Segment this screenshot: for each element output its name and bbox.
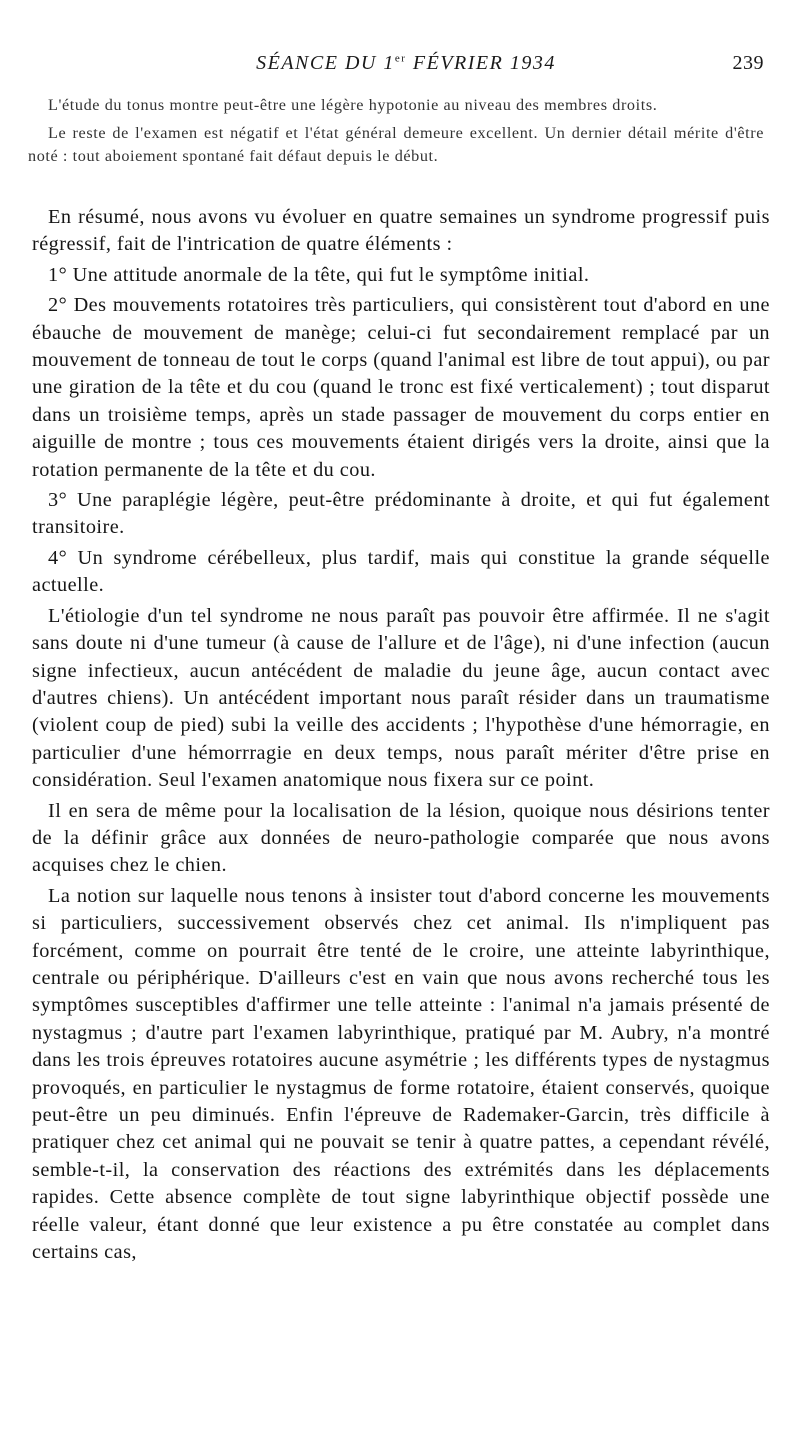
- body-paragraph: La notion sur laquelle nous tenons à insister tout d'abord concerne les mouvements si particuliers, successivement observés chez cet animal. Ils n'impliquent pas forcément, comme on pourrait être tenté de le croire, une atteinte labyrinthique, centrale ou périphérique. D'ailleurs c'est en vain que nous avons recherché tous les symptômes susceptibles d'affirmer une telle atteinte : l'animal n'a jamais présenté de nystagmus ; d'autre part l'examen labyrinthique, pratiqué par M. Aubry, n'a montré dans les trois épreuves rotatoires aucune asymétrie ; les différents types de nystagmus provoqués, en particulier le nystagmus de forme rotatoire, étaient conservés, quoique peut-être un peu diminués. Enfin l'épreuve de Rademaker-Garcin, très difficile à pratiquer chez cet animal qui ne pouvait se tenir à quatre pattes, a cependant révélé, semble-t-il, la conservation des réactions des extrémités dans les déplacements rapides. Cette absence complète de tout signe labyrinthique objectif possède une réelle valeur, étant donné que leur existence a pu être constatée au complet dans certains cas,: [32, 884, 770, 1264]
- list-item: 1° Une attitude anormale de la tête, qui fut le symptôme initial.: [48, 263, 590, 286]
- summary-paragraph: En résumé, nous avons vu évoluer en quatre semaines un syndrome progressif puis régressif, fait de l'intrication de quatre éléments :: [32, 206, 770, 256]
- running-title: [48, 52, 764, 75]
- body-paragraph: L'étiologie d'un tel syndrome ne nous paraît pas pouvoir être affirmée. Il ne s'agit sans doute ni d'une tumeur (à cause de l'allure et de l'âge), ni d'une infection (aucun signe infectieux, aucun antécédent de maladie du jeune âge, aucun contact avec d'autres chiens). Un antécédent important nous paraît résider dans un traumatisme (violent coup de pied) subi la veille des accidents ; l'hypothèse d'une hémorragie, en particulier d'une hémorrragie en deux temps, nous paraît mériter d'être prise en considération. Seul l'examen anatomique nous fixera sur ce point.: [32, 604, 770, 792]
- body-paragraph: Il en sera de même pour la localisation de la lésion, quoique nous désirions tenter de la définir grâce aux données de neuro-pathologie comparée que nous avons acquises chez le chien.: [32, 799, 770, 877]
- running-header: [48, 52, 764, 82]
- note-paragraph: Le reste de l'examen est négatif et l'état général demeure excellent. Un dernier détail mérite d'être noté : tout aboiement spontané fait défaut depuis le début.: [28, 123, 764, 165]
- clinical-notes: [28, 94, 764, 173]
- list-item: 2° Des mouvements rotatoires très particuliers, qui consistèrent tout d'abord en une ébauche de mouvement de manège; celui-ci fut secondairement remplacé par un mouvement de tonneau de tout le corps (quand l'animal est libre de tout appui), ou par une giration de la tête et du cou (quand le tronc est fixé verticalement) ; tout disparut dans un troisième temps, après un stade passager de mouvement du corps entier en aiguille de montre ; tous ces mouvements étaient dirigés vers la droite, ainsi que la rotation permanente de la tête et du cou.: [32, 294, 770, 481]
- list-item: 3° Une paraplégie légère, peut-être prédominante à droite, et qui fut également transitoire.: [32, 489, 770, 539]
- title-superscript: er: [394, 52, 407, 65]
- title-date: FÉVRIER 1934: [406, 52, 556, 74]
- list-item: 4° Un syndrome cérébelleux, plus tardif, mais qui constitue la grande séquelle actuelle.: [32, 546, 770, 597]
- main-text: [32, 204, 770, 1269]
- note-paragraph: L'étude du tonus montre peut-être une légère hypotonie au niveau des membres droits.: [48, 96, 658, 114]
- page-number: 239: [732, 52, 764, 74]
- title-text: SÉANCE DU 1: [256, 52, 395, 74]
